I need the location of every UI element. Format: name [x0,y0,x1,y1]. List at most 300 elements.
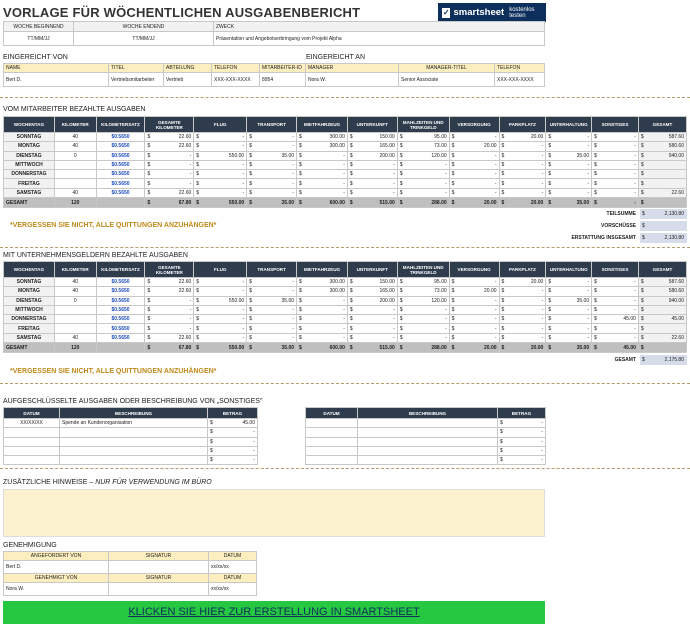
amount-cell[interactable]: - [455,133,499,142]
amount-cell[interactable] [54,315,96,324]
col-manager-phone: TELEFON [495,64,545,73]
amount-cell[interactable]: - [455,170,499,179]
amount-cell[interactable]: - [455,179,499,188]
amount-cell[interactable]: - [253,133,297,142]
currency-symbol: $ [592,278,598,287]
amount-cell[interactable]: 150.00 [354,133,398,142]
signature-value-cell[interactable]: xx/xx/xx [209,561,257,574]
amount-cell[interactable]: - [200,142,247,151]
amount-cell[interactable]: - [505,160,546,169]
amount-cell[interactable]: - [253,278,297,287]
amount-cell[interactable]: - [403,305,449,314]
other-amount-cell[interactable]: - [504,456,546,465]
amount-cell[interactable]: - [151,160,194,169]
currency-symbol: $ [208,419,214,428]
amount-cell[interactable]: 35.00 [552,296,592,305]
amount-cell[interactable]: - [552,305,592,314]
divider [0,247,690,248]
amount-cell[interactable]: - [552,324,592,333]
signature-col-header: GENEHMIGT VON [4,574,109,583]
other-description-cell[interactable]: Spende an Kundenorganisation [60,419,208,428]
amount-cell[interactable]: 22.60 [151,133,194,142]
currency-symbol: $ [297,305,303,314]
amount-cell[interactable]: 120.00 [403,296,449,305]
amount-cell[interactable]: - [354,315,398,324]
currency-symbol: $ [592,142,598,151]
other-description-cell[interactable] [358,428,498,437]
signature-value-cell[interactable]: Bert D. [4,561,109,574]
mileage-rate-cell: $0.5650 [96,305,145,314]
amount-cell[interactable]: 22.60 [151,142,194,151]
amount-cell[interactable]: - [253,188,297,197]
amount-cell[interactable]: - [200,287,247,296]
currency-symbol: $ [194,278,200,287]
amount-cell[interactable]: - [200,188,247,197]
signature-value-cell[interactable] [109,561,209,574]
currency-symbol: $ [347,188,353,197]
amount-cell: 580.60 [645,287,687,296]
amount-cell[interactable]: - [200,324,247,333]
amount-cell[interactable]: 22.60 [151,188,194,197]
amount-cell[interactable]: - [403,160,449,169]
amount-cell[interactable]: - [354,188,398,197]
amount-cell[interactable]: 550.00 [200,296,247,305]
amount-cell[interactable]: - [552,315,592,324]
amount-cell[interactable]: 73.00 [403,142,449,151]
amount-cell[interactable] [54,160,96,169]
amount-cell[interactable]: 73.00 [403,287,449,296]
currency-symbol: $ [247,198,253,208]
amount-cell[interactable]: - [598,188,639,197]
amount-cell[interactable]: - [552,188,592,197]
currency-symbol: $ [247,278,253,287]
amount-cell[interactable]: 20.00 [505,133,546,142]
amount-cell[interactable]: - [455,315,499,324]
other-description-cell[interactable] [358,419,498,428]
amount-cell[interactable]: 22.60 [151,333,194,342]
amount-cell[interactable]: 550.00 [200,151,247,160]
manager-value[interactable]: Nora W. [306,73,399,87]
amount-cell[interactable]: - [455,151,499,160]
currency-symbol: $ [449,287,455,296]
amount-cell[interactable]: 95.00 [403,133,449,142]
amount-cell[interactable]: - [552,287,592,296]
name-value[interactable]: Bert D. [4,73,109,87]
amount-cell[interactable]: 20.00 [505,278,546,287]
amount-cell[interactable]: - [354,170,398,179]
currency-symbol: $ [397,188,403,197]
total-label: GESAMT [4,198,55,208]
amount-cell[interactable]: - [354,305,398,314]
other-date-cell[interactable] [306,456,358,465]
amount-cell[interactable]: 22.60 [151,278,194,287]
total-cell: 600.00 [303,343,348,353]
signature-value-cell[interactable]: Nora W. [4,583,109,596]
title-value[interactable]: Vertriebsmitarbeiter [109,73,164,87]
amount-cell[interactable]: - [403,179,449,188]
currency-symbol: $ [194,151,200,160]
amount-cell[interactable]: - [354,179,398,188]
amount-cell[interactable]: 95.00 [403,278,449,287]
amount-cell[interactable]: - [598,160,639,169]
manager-phone-value[interactable]: XXX-XXX-XXXX [495,73,545,87]
other-description-cell[interactable] [60,446,208,455]
currency-symbol: $ [145,315,151,324]
col-header: TRANSPORT [247,262,297,278]
currency-symbol: $ [347,160,353,169]
amount-cell[interactable]: 40 [54,133,96,142]
amount-cell[interactable]: - [151,324,194,333]
amount-cell[interactable]: - [505,296,546,305]
col-header: UNTERHALTUNG [546,117,592,133]
amount-cell[interactable]: 45.00 [598,315,639,324]
amount-cell[interactable]: 35.00 [552,151,592,160]
amount-cell[interactable]: 150.00 [354,278,398,287]
amount-cell[interactable] [54,324,96,333]
expense-row [4,142,687,151]
total-cell [96,198,145,208]
total-cell: 515.00 [354,198,398,208]
amount-cell: 45.00 [645,315,687,324]
other-amount-cell[interactable]: 45.00 [214,419,258,428]
signature-value-row [4,561,257,574]
amount-cell[interactable]: 40 [54,333,96,342]
amount-cell[interactable]: - [598,179,639,188]
other-amount-cell[interactable]: - [214,428,258,437]
amount-cell[interactable]: 35.00 [253,296,297,305]
amount-cell[interactable]: - [598,305,639,314]
currency-symbol: $ [638,333,644,342]
amount-cell[interactable]: - [253,333,297,342]
create-in-smartsheet-link[interactable]: KLICKEN SIE HIER ZUR ERSTELLUNG IN SMARTSHEET [3,601,545,624]
amount-cell[interactable]: - [455,296,499,305]
other-amount-cell[interactable]: - [504,428,546,437]
amount-cell[interactable]: - [598,151,639,160]
other-breakdown-left [3,407,258,465]
currency-symbol: $ [449,296,455,305]
amount-cell[interactable]: - [505,151,546,160]
amount-cell[interactable] [54,305,96,314]
col-employee-id: MITARBEITER-ID [260,64,306,73]
currency-symbol: $ [592,287,598,296]
amount-cell[interactable]: - [505,287,546,296]
mileage-rate-cell: $0.5650 [96,296,145,305]
employee-id-value[interactable]: 8954 [260,73,306,87]
amount-cell[interactable]: - [151,305,194,314]
currency-symbol: $ [499,188,505,197]
other-date-cell[interactable] [4,456,60,465]
amount-cell[interactable]: 0 [54,296,96,305]
amount-cell[interactable] [54,170,96,179]
currency-symbol: $ [449,188,455,197]
currency-symbol: $ [397,179,403,188]
amount-cell[interactable]: - [552,333,592,342]
amount-cell[interactable]: - [403,333,449,342]
amount-cell[interactable]: - [598,133,639,142]
amount-cell[interactable]: - [552,142,592,151]
amount-cell[interactable]: - [354,160,398,169]
amount-cell[interactable]: 20.00 [455,287,499,296]
weekday-cell: SONNTAG [4,133,55,142]
currency-symbol: $ [208,456,214,465]
currency-symbol: $ [247,315,253,324]
amount-cell[interactable]: - [505,315,546,324]
other-date-cell[interactable] [306,437,358,446]
amount-cell[interactable]: - [598,287,639,296]
other-col-header: BESCHREIBUNG [358,408,498,419]
amount-cell[interactable]: - [151,151,194,160]
currency-symbol: $ [145,343,151,353]
total-cell: 20.00 [505,198,546,208]
amount-cell[interactable]: - [598,324,639,333]
amount-cell[interactable]: - [505,333,546,342]
currency-symbol: $ [449,278,455,287]
amount-cell: 580.60 [645,142,687,151]
amount-cell[interactable]: - [354,324,398,333]
amount-cell[interactable]: - [253,305,297,314]
amount-cell[interactable]: - [303,305,348,314]
col-header: KILOMETER [54,262,96,278]
amount-cell[interactable]: - [552,160,592,169]
amount-cell[interactable]: - [200,315,247,324]
amount-cell[interactable]: - [455,305,499,314]
amount-cell[interactable]: - [552,278,592,287]
amount-cell[interactable]: - [455,188,499,197]
notes-textarea[interactable] [3,489,545,537]
other-description-cell[interactable] [60,428,208,437]
amount-cell[interactable]: - [354,333,398,342]
other-amount-cell[interactable]: - [214,446,258,455]
currency-symbol: $ [145,287,151,296]
amount-cell[interactable]: 300.00 [303,142,348,151]
amount-cell[interactable]: - [455,333,499,342]
currency-symbol: $ [247,160,253,169]
signature-value-cell[interactable]: xx/xx/xx [209,583,257,596]
currency-symbol: $ [546,198,552,208]
amount-cell[interactable]: - [598,142,639,151]
amount-cell[interactable]: - [151,170,194,179]
amount-cell[interactable]: - [505,179,546,188]
currency-symbol: $ [194,287,200,296]
phone-value[interactable]: XXX-XXX-XXXX [212,73,260,87]
amount-cell[interactable]: - [253,142,297,151]
col-header: SONSTIGES [592,262,639,278]
amount-cell[interactable]: - [200,305,247,314]
amount-cell[interactable]: - [598,333,639,342]
amount-cell[interactable]: 35.00 [253,151,297,160]
amount-cell[interactable]: - [200,133,247,142]
amount-cell[interactable] [54,179,96,188]
amount-cell[interactable]: - [552,170,592,179]
col-header: GESAMTE KILOMETER [145,262,194,278]
currency-symbol: $ [449,142,455,151]
amount-cell[interactable]: - [552,179,592,188]
submission-table [3,63,545,87]
currency-symbol: $ [145,296,151,305]
amount-cell[interactable]: - [505,305,546,314]
col-header: UNTERKUNFT [347,262,397,278]
amount-cell[interactable]: 165.00 [354,142,398,151]
col-header: TRANSPORT [247,117,297,133]
currency-symbol: $ [546,142,552,151]
amount-cell[interactable]: - [253,315,297,324]
amount-cell[interactable]: 40 [54,287,96,296]
weekday-cell: FREITAG [4,324,55,333]
amount-cell[interactable]: 40 [54,188,96,197]
amount-cell[interactable]: 0 [54,151,96,160]
amount-cell[interactable]: - [303,170,348,179]
other-date-cell[interactable] [306,419,358,428]
other-description-cell[interactable] [60,456,208,465]
currency-symbol: $ [194,296,200,305]
currency-symbol: $ [297,179,303,188]
other-amount-cell[interactable]: - [504,446,546,455]
weekday-cell: SAMSTAG [4,188,55,197]
summary-label: ERSTATTUNG INSGESAMT [571,235,636,241]
smartsheet-logo[interactable] [438,3,546,22]
mileage-rate-cell: $0.5650 [96,315,145,324]
currency-symbol: $ [397,343,403,353]
col-header: WOCHENTAG [4,117,55,133]
col-header: MIETFAHRZEUG [297,262,348,278]
total-cell: 515.00 [354,343,398,353]
amount-cell[interactable]: - [505,188,546,197]
amount-cell[interactable]: - [403,315,449,324]
amount-cell[interactable]: - [303,179,348,188]
other-date-cell[interactable] [306,446,358,455]
amount-cell[interactable]: - [151,179,194,188]
total-cell [645,198,687,208]
amount-cell[interactable]: - [253,179,297,188]
other-description-cell[interactable] [60,437,208,446]
amount-cell[interactable]: 300.00 [303,133,348,142]
amount-cell[interactable]: - [505,142,546,151]
amount-cell[interactable]: - [253,287,297,296]
amount-cell[interactable]: - [151,296,194,305]
currency-symbol: $ [499,296,505,305]
amount-cell[interactable]: 120.00 [403,151,449,160]
col-header: UNTERHALTUNG [546,262,592,278]
currency-symbol: $ [347,278,353,287]
total-row [4,343,687,353]
col-header: GESAMT [638,262,686,278]
amount-cell[interactable]: 20.00 [455,142,499,151]
total-cell: 67.80 [151,343,194,353]
amount-cell[interactable]: - [598,278,639,287]
other-date-cell[interactable] [4,446,60,455]
currency-symbol: $ [194,333,200,342]
amount-cell[interactable]: - [505,324,546,333]
amount-cell[interactable]: - [303,296,348,305]
amount-cell[interactable]: - [598,296,639,305]
currency-symbol: $ [546,179,552,188]
signature-value-cell[interactable] [109,583,209,596]
amount-cell[interactable]: - [200,179,247,188]
amount-cell[interactable]: 40 [54,142,96,151]
manager-title-value[interactable]: Senior Associate [399,73,495,87]
currency-symbol: $ [546,188,552,197]
amount-cell[interactable]: - [455,324,499,333]
department-value[interactable]: Vertrieb [164,73,212,87]
amount-cell[interactable]: - [303,324,348,333]
other-date-cell[interactable] [4,437,60,446]
other-amount-cell[interactable]: - [214,437,258,446]
currency-symbol: $ [297,188,303,197]
other-date-cell[interactable]: XX/XX/XX [4,419,60,428]
amount-cell[interactable]: - [303,151,348,160]
signature-table [3,551,257,596]
amount-cell[interactable]: - [455,278,499,287]
amount-cell[interactable]: - [303,160,348,169]
amount-cell[interactable]: - [200,333,247,342]
amount-cell[interactable]: 200.00 [354,151,398,160]
currency-symbol: $ [297,343,303,353]
col-header: MAHLZEITEN UND TRINKGELD [397,262,449,278]
amount-cell[interactable]: - [403,170,449,179]
currency-symbol: $ [592,333,598,342]
currency-symbol: $ [297,296,303,305]
amount-cell[interactable]: - [200,278,247,287]
other-date-cell[interactable] [4,428,60,437]
amount-cell[interactable]: - [253,160,297,169]
summary-amount: 2,130.80 [664,211,684,217]
expense-row [4,324,687,333]
amount-cell[interactable]: - [403,188,449,197]
amount-cell[interactable]: - [200,170,247,179]
mileage-rate-cell: $0.5650 [96,170,145,179]
section2-title: MIT UNTERNEHMENSGELDERN BEZAHLTE AUSGABEN [3,252,188,259]
amount-cell[interactable]: - [200,160,247,169]
other-amount-cell[interactable]: - [504,419,546,428]
amount-cell[interactable]: 165.00 [354,287,398,296]
amount-cell[interactable]: - [598,170,639,179]
other-description-cell[interactable] [358,456,498,465]
amount-cell[interactable]: - [455,160,499,169]
summary-value [640,209,687,219]
amount-cell[interactable]: - [253,324,297,333]
week-end-value[interactable]: TT/MM/JJ [74,32,214,46]
amount-cell[interactable]: - [303,333,348,342]
col-header: KILOMETER [54,117,96,133]
currency-symbol: $ [498,419,504,428]
other-description-cell[interactable] [358,437,498,446]
amount-cell[interactable]: - [403,324,449,333]
amount-cell[interactable]: 200.00 [354,296,398,305]
other-description-cell[interactable] [358,446,498,455]
other-amount-cell[interactable]: - [214,456,258,465]
other-row [306,446,546,455]
other-date-cell[interactable] [306,428,358,437]
currency-symbol: $ [499,133,505,142]
amount-cell[interactable]: - [303,315,348,324]
other-amount-cell[interactable]: - [504,437,546,446]
amount-cell[interactable]: - [505,170,546,179]
currency-symbol: $ [642,235,645,241]
signature-title: GENEHMIGUNG [3,542,57,549]
currency-symbol: $ [638,188,644,197]
amount-cell[interactable]: 300.00 [303,287,348,296]
amount-cell[interactable]: 40 [54,278,96,287]
purpose-value[interactable]: Präsentation und Angebotserbringung vom Projekt Alpha [214,32,545,46]
amount-cell[interactable]: 22.60 [151,287,194,296]
amount-cell[interactable]: - [253,170,297,179]
amount-cell[interactable]: - [303,188,348,197]
amount-cell[interactable]: - [552,133,592,142]
currency-symbol: $ [638,179,644,188]
amount-cell[interactable]: - [151,315,194,324]
week-begin-value[interactable]: TT/MM/JJ [4,32,74,46]
amount-cell[interactable]: 300.00 [303,278,348,287]
